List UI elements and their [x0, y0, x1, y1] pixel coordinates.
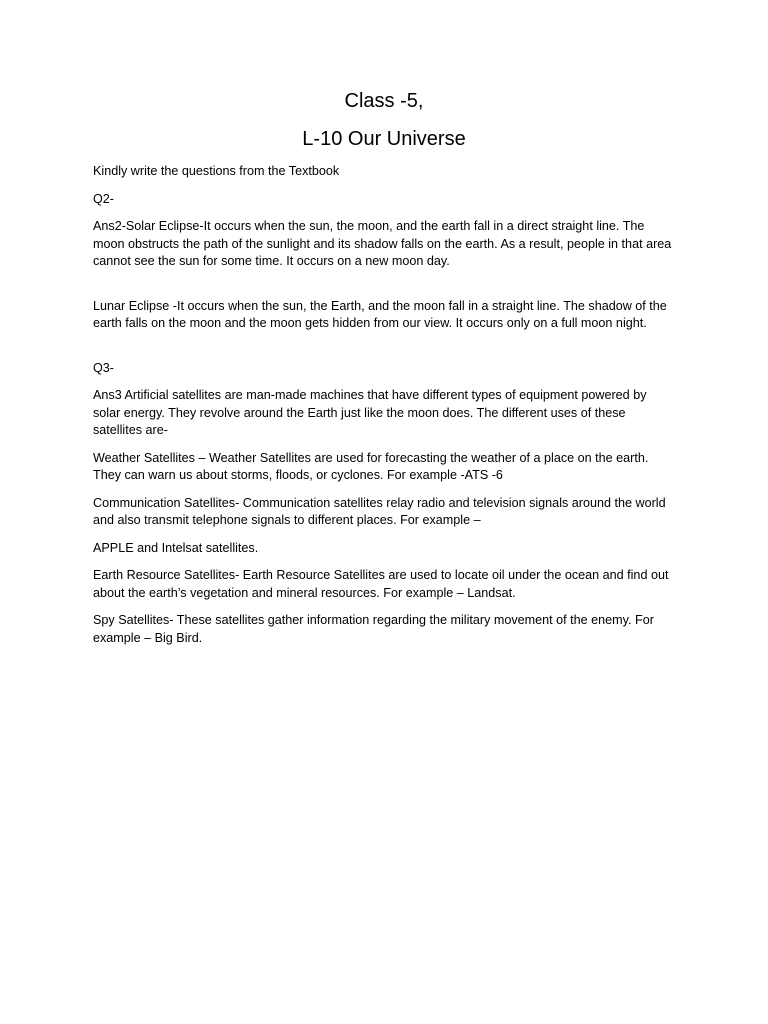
communication-satellites-examples: APPLE and Intelsat satellites.	[93, 540, 259, 555]
question-label-q2: Q2-	[93, 191, 114, 206]
answer-artificial-satellites: Ans3 Artificial satellites are man-made machines that have different types of equipment powered by solar energy. They revolve around the Earth just like the moon does. The different uses of these satellites are-	[93, 388, 647, 437]
answer-solar-eclipse: Ans2-Solar Eclipse-It occurs when the sun, the moon, and the earth fall in a direct straight line. The moon obstructs the path of the sunlight and its shadow falls on the earth. As a result, people in that area cannot see the sun for some time. It occurs on a new moon day.	[93, 219, 672, 268]
answer-lunar-eclipse: Lunar Eclipse -It occurs when the sun, the Earth, and the moon fall in a straight line. The shadow of the earth falls on the moon and the moon gets hidden from our view. It occurs only on a full moon night.	[93, 298, 667, 330]
document-body	[93, 163, 677, 657]
instruction-paragraph: Kindly write the questions from the Textbook	[93, 164, 340, 178]
earth-resource-satellites-paragraph: Earth Resource Satellites- Earth Resource Satellites are used to locate oil under the ocean and find out about the earth’s vegetation and mineral resources. For example – Landsat.	[93, 568, 669, 600]
class-title: Class -5,	[344, 90, 424, 112]
communication-satellites-paragraph: Communication Satellites- Communication satellites relay radio and television signals around the world and also transmit telephone signals to different places. For example –	[93, 495, 666, 527]
lesson-title: L-10 Our Universe	[302, 128, 466, 150]
weather-satellites-paragraph: Weather Satellites – Weather Satellites are used for forecasting the weather of a place on the earth. They can warn us about storms, floods, or cyclones. For example -ATS -6	[93, 450, 649, 482]
spy-satellites-paragraph: Spy Satellites- These satellites gather information regarding the military movement of the enemy. For example – Big Bird.	[93, 613, 654, 645]
question-label-q3: Q3-	[93, 360, 114, 375]
